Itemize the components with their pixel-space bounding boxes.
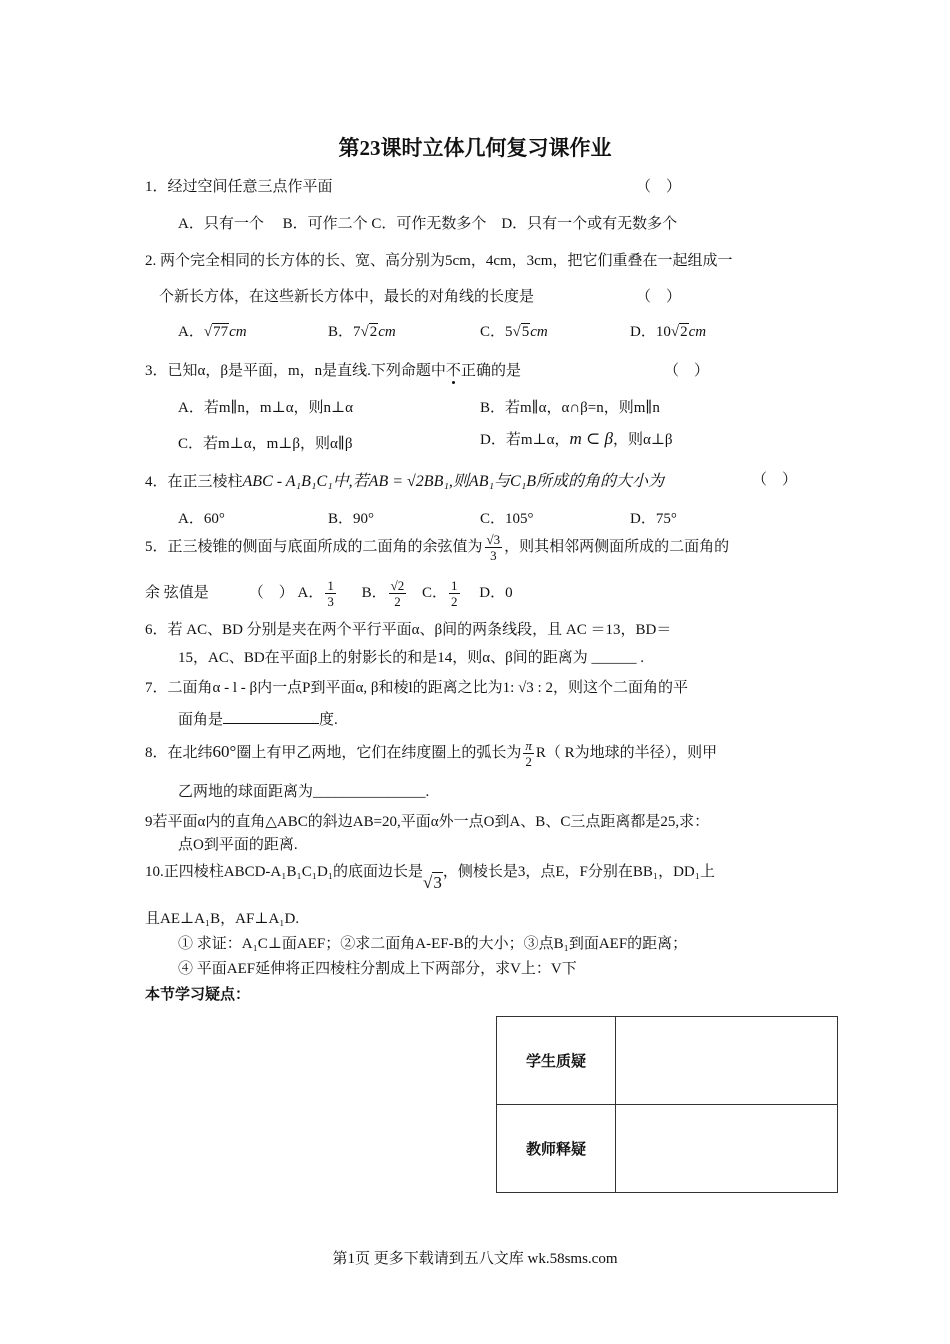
- page-footer: 第1页 更多下载请到五八文库 wk.58sms.com: [332, 1251, 618, 1267]
- q8-line2: 乙两地的球面距离为_______________.: [178, 784, 430, 800]
- teacher-answer-cell[interactable]: [616, 1105, 838, 1193]
- q5-line2: 余 弦值是 （ ） A． $\frac{1}{3}$ B． $\frac{√2}{2}$ C． $\frac{1}{2}$ D．0: [145, 578, 513, 609]
- q6-line2: 15，AC、BD在平面β上的射影长的和是14，则α、β间的距离为 ______ .: [178, 650, 645, 666]
- q10-line1: 10.正四棱柱ABCD-A₁B₁C₁D₁的底面边长是√3，侧棱长是3，点E，F分别在BB₁，DD₁上: [145, 864, 715, 892]
- q3-option-c: C．若m⊥α，m⊥β，则α∥β: [178, 436, 353, 452]
- q2-line1: 2. 两个完全相同的长方体的长、宽、高分别为5cm，4cm，3cm，把它们重叠在一起组成一: [145, 253, 733, 269]
- question-table: [496, 1016, 838, 1193]
- q9-line1: 9若平面α内的直角△ABC的斜边AB=20,平面α外一点O到A、B、C三点距离都是25,求：: [145, 814, 710, 830]
- section-label: 本节学习疑点：: [145, 985, 251, 1003]
- q9-line2: 点O到平面的距离.: [178, 837, 298, 853]
- q7-line2: 面角是 度.: [178, 712, 338, 728]
- q5-line1: 5．正三棱锥的侧面与底面所成的二面角的余弦值为 $\frac{√3}{3}$ ，则其相邻两侧面所成的二面角的: [145, 532, 730, 563]
- q4-option-a: A．60°: [178, 511, 225, 527]
- q7-line1: 7．二面角α - l - β内一点P到平面α, β和棱l的距离之比为1: √3 : 2，则这个二面角的平: [145, 680, 688, 696]
- q2-answer-blank: （ ）: [636, 289, 682, 305]
- student-question-cell[interactable]: [616, 1017, 838, 1105]
- q10-line2: 且AE⊥A₁B，AF⊥A₁D.: [145, 911, 300, 927]
- q2-line2: 个新长方体，在这些新长方体中，最长的对角线的长度是: [159, 289, 535, 305]
- q6-line1: 6．若 AC、BD 分别是夹在两个平行平面α、β间的两条线段，且 AC ＝13，BD＝: [145, 622, 672, 638]
- q10-line4: ④ 平面AEF延伸将正四棱柱分割成上下两部分，求V上：V下: [178, 961, 577, 977]
- q4-stem: 4．在正三棱柱ABC - A₁B₁C₁中,若AB = √2BB₁,则AB₁与C₁B所成的角的大小为: [145, 473, 665, 490]
- q8-line1: 8．在北纬60°圈上有甲乙两地，它们在纬度圈上的弧长为 $\frac{\pi}{2}$ R（ R为地球的半径），则甲: [145, 738, 718, 769]
- q3-option-a: A．若m∥n，m⊥α，则n⊥α: [178, 400, 354, 416]
- q3-answer-blank: （ ）: [664, 363, 710, 379]
- q3-stem: 3．已知α，β是平面，m，n是直线.下列命题中不正确的是: [145, 363, 521, 379]
- q2-option-a: A．√77cm: [178, 324, 247, 340]
- q1-stem: 1．经过空间任意三点作平面: [145, 179, 333, 195]
- teacher-answer-label: 教师释疑: [497, 1105, 616, 1193]
- q4-option-d: D．75°: [630, 511, 677, 527]
- q1-options: A．只有一个 B．可作二个 C．可作无数多个 D．只有一个或有无数多个: [178, 216, 678, 232]
- q3-option-b: B．若m∥α，α∩β=n，则m∥n: [480, 400, 660, 416]
- q2-option-c: C．5√5cm: [480, 324, 548, 340]
- q10-line3: ① 求证：A₁C⊥面AEF；②求二面角A-EF-B的大小；③点B₁到面AEF的距离；: [178, 936, 688, 952]
- q4-option-c: C．105°: [480, 511, 534, 527]
- q3-option-d: D．若m⊥α，m ⊂ β，则α⊥β: [480, 429, 673, 448]
- q2-option-b: B．7√2cm: [328, 324, 396, 340]
- student-question-label: 学生质疑: [497, 1017, 616, 1105]
- q2-option-d: D．10√2cm: [630, 324, 707, 340]
- page-title: 第23课时立体几何复习课作业: [338, 136, 612, 160]
- q1-answer-blank: （ ）: [636, 179, 682, 195]
- q4-answer-blank: （ ）: [752, 472, 798, 488]
- q4-option-b: B．90°: [328, 511, 375, 527]
